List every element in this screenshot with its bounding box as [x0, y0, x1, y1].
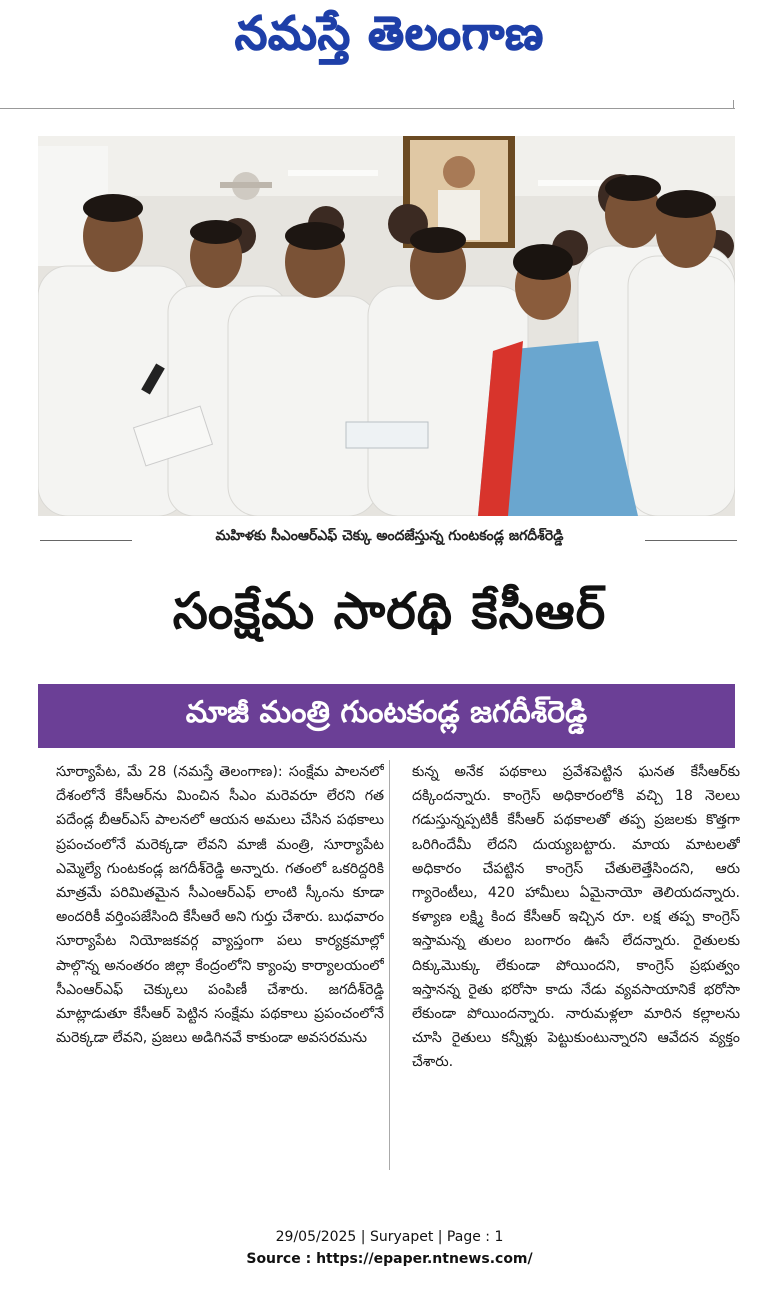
article-column-1: సూర్యాపేట, మే 28 (నమస్తే తెలంగాణ): సంక్షేమ పాలనలో దేశంలోనే కేసీఆర్‌ను మించిన సీఎం మరెవరూ లేరని గత పదేండ్ల బీఆర్ఎస్ పాలనలో ఆయన అమలు చేసిన పథకాలు ప్రపంచంలోనే మరెక్కడా లేవని మాజీ మంత్రి, సూర్యాపేట ఎమ్మెల్యే గుంటకండ్ల జగదీశ్‌రెడ్డి అన్నారు. గతంలో ఒకరిద్దరికి మాత్రమే పరిమితమైన సీఎంఆర్ఎఫ్ లాంటి స్కీంను కూడా అందరికీ వర్తింపజేసింది కేసీఆరే అని గుర్తు చేశారు. బుధవారం సూర్యాపేట నియోజకవర్గ వ్యాప్తంగా పలు కార్యక్రమాల్లో పాల్గొన్న అనంతరం జిల్లా కేంద్రంలోని క్యాంపు కార్యాలయంలో సీఎంఆర్ఎఫ్ చెక్కులు పంపిణీ చేశారు. జగదీశ్‌రెడ్డి మాట్లాడుతూ కేసీఆర్ పెట్టిన సంక్షేమ పథకాలు ప్రపంచంలోనే మరెక్కడా లేవని, ప్రజలు అడిగినవే కాకుండా అవసరమను [56, 764, 384, 1047]
masthead [0, 0, 779, 72]
headline: సంక్షేమ సారథి కేసీఆర్ [172, 582, 607, 640]
page-footer [0, 1226, 779, 1270]
header-divider-tick [733, 100, 734, 109]
header-divider [0, 108, 735, 109]
column-divider [389, 760, 390, 1170]
subhead-band [38, 684, 735, 748]
article-column-2: కున్న అనేక పథకాలు ప్రవేశపెట్టిన ఘనత కేసీఆర్‌కు దక్కిందన్నారు. కాంగ్రెస్ అధికారంలోకి వచ్చి 18 నెలలు గడుస్తున్నప్పటికీ కేసీఆర్ పథకాలతో తప్ప ప్రజలకు కొత్తగా ఒరిగిందేమీ లేదని దుయ్యబట్టారు. మాయ మాటలతో అధికారం చేపట్టిన కాంగ్రెస్ చేతులెత్తేసిందని, ఆరు గ్యారెంటీలు, 420 హామీలు ఏమైనాయో తెలియదన్నారు. కళ్యాణ లక్ష్మి కింద కేసీఆర్ ఇచ్చిన రూ. లక్ష తప్ప కాంగ్రెస్ ఇస్తామన్న తులం బంగారం ఊసే లేదన్నారు. రైతులకు దిక్కుమొక్కు లేకుండా పోయిందని, కాంగ్రెస్ ప్రభుత్వం ఇస్తానన్న రైతు భరోసా కాదు నేడు వ్యవసాయానికే భరోసా లేకుండా పోయిందన్నారు. నారుమళ్లలా మారిన కల్లాలను చూసి రైతులు కన్నీళ్లు పెట్టుకుంటున్నారని ఆవేదన వ్యక్తం చేశారు. [412, 764, 740, 1071]
footer-source: Source : https://epaper.ntnews.com/ [246, 1251, 533, 1267]
news-photo [38, 136, 735, 516]
newspaper-title: నమస్తే తెలంగాణ [234, 6, 545, 60]
caption-rule-right [645, 540, 737, 541]
photo-caption: మహిళకు సీఎంఆర్ఎఫ్ చెక్కు అందజేస్తున్న గుంటకండ్ల జగదీశ్‌రెడ్డి [215, 528, 564, 544]
article-body [56, 760, 740, 1175]
footer-date-edition: 29/05/2025 | Suryapet | Page : 1 [275, 1229, 504, 1245]
subhead: మాజీ మంత్రి గుంటకండ్ల జగదీశ్‌రెడ్డి [185, 695, 588, 730]
photo-illustration [38, 136, 735, 516]
